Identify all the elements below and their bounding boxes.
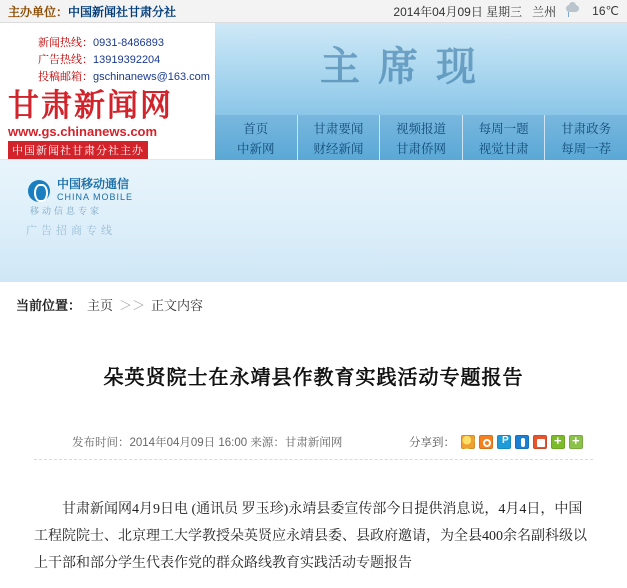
more-share-icon[interactable] [551, 435, 565, 449]
site-logo-subtitle: 中国新闻社甘肃分社主办 [8, 141, 148, 159]
ad-logo-cn: 中国移动通信 [57, 177, 130, 191]
sina-weibo-icon[interactable] [461, 435, 475, 449]
top-bar [0, 0, 627, 23]
breadcrumb-separator: ＞＞ [119, 297, 146, 313]
site-header [0, 23, 627, 160]
page-title: 朵英贤院士在永靖县作教育实践活动专题报告 [103, 367, 524, 390]
contact-value: gschinanews@163.com [93, 71, 210, 83]
header-banner [215, 23, 627, 160]
contact-block [0, 23, 215, 86]
nav-column-2 [297, 115, 380, 160]
breadcrumb-item-current: 正文内容 [151, 297, 204, 313]
china-mobile-logo-text [57, 178, 133, 203]
nav-item-overseas-chinese[interactable]: 甘肃侨网 [395, 141, 446, 156]
douban-icon[interactable] [533, 435, 547, 449]
site-logo-url: www.gs.chinanews.com [8, 124, 158, 139]
nav-item-finance-news[interactable]: 财经新闻 [313, 141, 364, 156]
contact-row [38, 35, 215, 52]
article-body-paragraph: 甘肃新闻网4月9日电 (通讯员 罗玉珍)永靖县委宣传部今日提供消息说，4月4日，中国工程院院士、北京理工大学教授朵英贤应永靖县委、县政府邀请，为全县400余名副科级以上干部和部分学生代表作党的群众路线教育实践活动专题报告 [34, 501, 587, 571]
nav-item-weekly-pick[interactable]: 每周一荐 [561, 141, 612, 156]
nav-item-gansu-news[interactable]: 甘肃要闻 [313, 121, 364, 136]
banner-artwork [215, 23, 627, 115]
article-meta-bar [34, 434, 593, 460]
contact-key: 广告热线： [38, 54, 93, 66]
site-logo-title: 甘肃新闻网 [8, 88, 173, 123]
header-left [0, 23, 215, 160]
sponsor-label: 主办单位： [8, 4, 69, 19]
article [0, 339, 627, 576]
ad-tagline: 广告招商专线 [26, 225, 116, 237]
nav-column-4 [462, 115, 545, 160]
breadcrumb [0, 282, 627, 326]
nav-item-chinanews[interactable]: 中新网 [237, 141, 275, 156]
breadcrumb-item-home[interactable]: 主页 [87, 297, 114, 313]
china-mobile-mark-icon [28, 180, 50, 202]
qq-zone-icon[interactable] [479, 435, 493, 449]
nav-column-1 [215, 115, 297, 160]
ad-slogan: 移动信息专家 [30, 206, 103, 216]
nav-item-home[interactable]: 首页 [243, 121, 269, 136]
share-label: 分享到： [409, 436, 455, 449]
add-share-icon[interactable] [569, 435, 583, 449]
contact-row [38, 69, 215, 86]
nav-column-3 [379, 115, 462, 160]
nav-column-5 [544, 115, 627, 160]
contact-row [38, 52, 215, 69]
nav-item-weekly-topic[interactable]: 每周一题 [478, 121, 529, 136]
publish-info: 发布时间：2014年04月09日 16:00 来源：甘肃新闻网 [72, 436, 343, 449]
top-bar-right [393, 3, 619, 20]
advertisement-banner[interactable] [0, 160, 627, 282]
main-nav [215, 115, 627, 160]
renren-icon[interactable] [497, 435, 511, 449]
nav-item-gansu-government[interactable]: 甘肃政务 [561, 121, 612, 136]
contact-value: 13919392204 [93, 54, 161, 66]
contact-key: 新闻热线： [38, 37, 93, 49]
ad-logo-en: CHINA MOBILE [57, 192, 134, 202]
current-date: 2014年04月09日 星期三 [393, 4, 523, 19]
china-mobile-logo [28, 178, 133, 203]
nav-item-video-report[interactable]: 视频报道 [395, 121, 446, 136]
site-logo[interactable] [8, 89, 208, 159]
temperature: 16℃ [592, 4, 619, 18]
contact-value: 0931-8486893 [93, 37, 164, 49]
tencent-weibo-icon[interactable] [515, 435, 529, 449]
city-label: 兰州 [532, 4, 557, 19]
nav-item-visual-gansu[interactable]: 视觉甘肃 [478, 141, 529, 156]
breadcrumb-label: 当前位置： [16, 297, 82, 313]
sponsor-org: 中国新闻社甘肃分社 [68, 4, 177, 19]
share-bar [409, 434, 593, 450]
contact-key: 投稿邮箱： [38, 71, 93, 83]
sponsor-line [8, 3, 176, 20]
banner-calligraphy: 主席现 [320, 44, 494, 89]
cloud-rain-icon [566, 4, 582, 18]
